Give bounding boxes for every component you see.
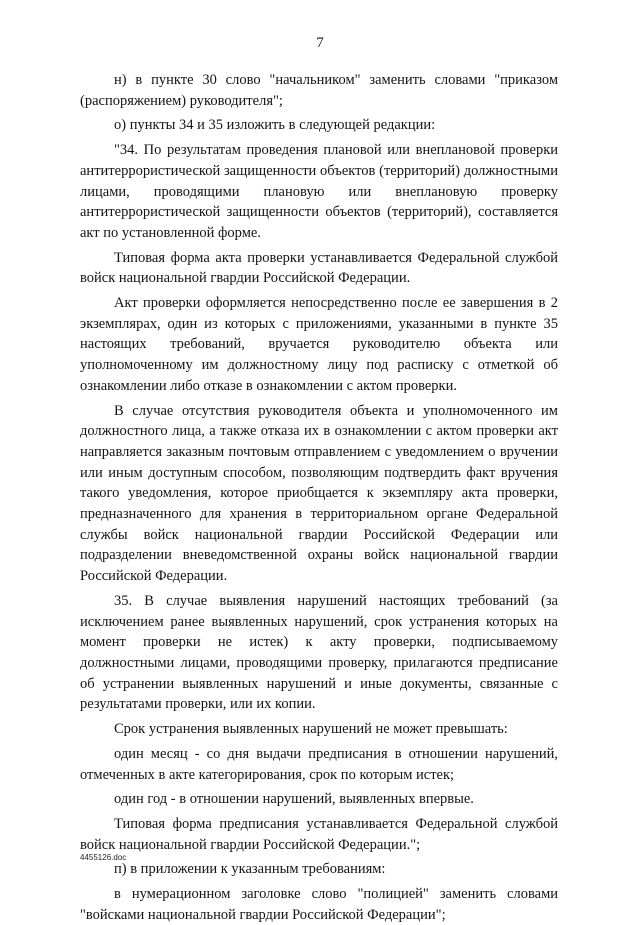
paragraph: в нумерационном заголовке слово "полицией" заменить словами "войсками национальной гвардии Российской Федерации";: [80, 886, 558, 923]
document-body: [80, 70, 558, 925]
paragraph: "34. По результатам проведения плановой или внеплановой проверки антитеррористической защищенности объектов (территорий) должностными лицами, проводящими плановую или внеплановую проверку антитеррористической защищенности объектов (территорий), составляется акт по установленной форме.: [80, 142, 558, 241]
paragraph: Срок устранения выявленных нарушений не может превышать:: [114, 721, 508, 738]
paragraph: 35. В случае выявления нарушений настоящих требований (за исключением ранее выявленных нарушений, срок устранения которых на момент проверки не истек) к акту проверки, подписываемому должностными лицами, проводящими проверку, прилагаются предписание об устранении выявленных нарушений и иные документы, связанные с результатами проверки, или их копии.: [80, 592, 558, 713]
paragraph: о) пункты 34 и 35 изложить в следующей редакции:: [114, 117, 436, 134]
paragraph: н) в пункте 30 слово "начальником" заменить словами "приказом (распоряжением) руководителя";: [80, 72, 558, 109]
file-name-footer: 4455126.doc: [80, 853, 127, 862]
paragraph: Типовая форма акта проверки устанавливается Федеральной службой войск национальной гвардии Российской Федерации.: [80, 249, 558, 287]
paragraph: Акт проверки оформляется непосредственно после ее завершения в 2 экземплярах, один из которых с приложениями, указанными в пункте 35 настоящих требований, вручается руководителю объекта или уполномоченному им должностному лицу под расписку с отметкой об ознакомлении либо отказе в ознакомлении с актом проверки.: [80, 295, 558, 394]
page-number: 7: [316, 35, 324, 51]
paragraph: один месяц - со дня выдачи предписания в отношении нарушений, отмеченных в акте категорирования, срок по которым истек;: [80, 745, 558, 783]
paragraph: Типовая форма предписания устанавливается Федеральной службой войск национальной гвардии Российской Федерации.";: [80, 815, 558, 853]
paragraph: один год - в отношении нарушений, выявленных впервые.: [114, 791, 474, 808]
paragraph: п) в приложении к указанным требованиям:: [114, 861, 386, 878]
paragraph: В случае отсутствия руководителя объекта и уполномоченного им должностного лица, а также отказа их в ознакомлении с актом проверки акт направляется заказным почтовым отправлением с уведомлением о вручении или иным доступным способом, позволяющим подтвердить факт вручения такого уведомления, которое приобщается к экземпляру акта проверки, предназначенного для хранения в территориальном органе Федеральной службы войск национальной гвардии Российской Федерации или подразделении вневедомственной охраны войск национальной гвардии Российской Федерации.: [80, 402, 558, 585]
